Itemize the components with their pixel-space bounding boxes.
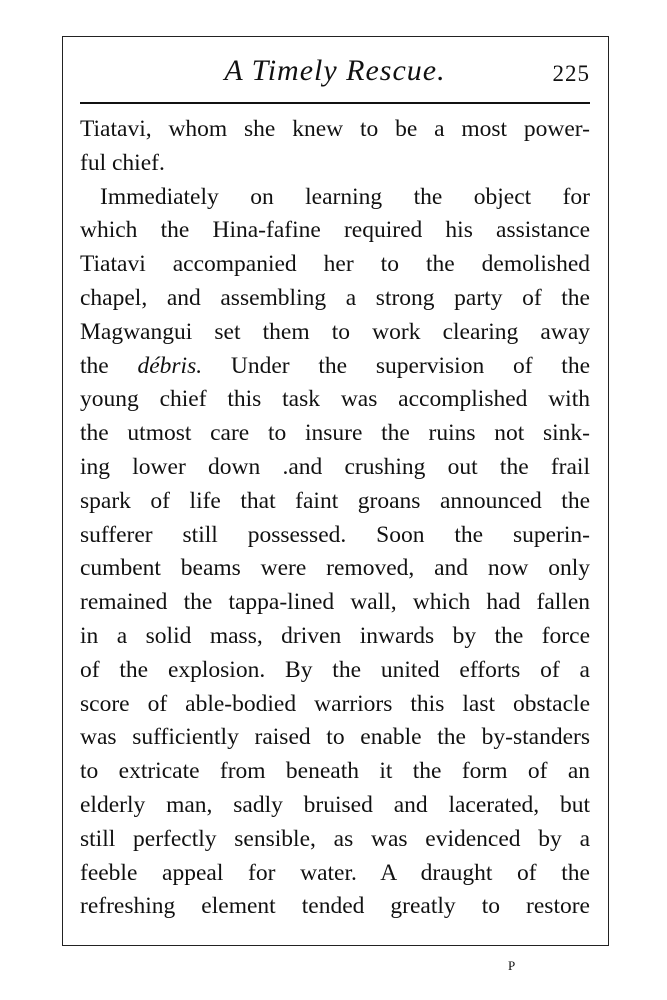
text-line: in a solid mass, driven inwards by the force <box>80 622 590 649</box>
text-line: ful chief. <box>80 149 165 176</box>
chapter-title: A Timely Rescue. <box>224 54 446 87</box>
text-line: ing lower down .and crushing out the frail <box>80 453 590 480</box>
text-line: which the Hina-fafine required his assistance <box>80 217 590 244</box>
text-line: spark of life that faint groans announced the <box>80 487 590 514</box>
text-line: to extricate from beneath it the form of an <box>80 758 590 785</box>
text-line: refreshing element tended greatly to restore <box>80 893 590 920</box>
page-number: 225 <box>552 61 590 86</box>
text-line <box>80 350 590 384</box>
text-line: feeble appeal for water. A draught of the <box>80 859 590 886</box>
text-line: still perfectly sensible, as was evidenced by a <box>80 825 590 852</box>
text-line: chapel, and assembling a strong party of the <box>80 284 590 311</box>
signature-mark: P <box>508 958 517 973</box>
body-text <box>80 113 590 924</box>
text-line: of the explosion. By the united efforts of a <box>80 656 590 683</box>
running-head <box>80 48 590 104</box>
text-line: score of able-bodied warriors this last obstacle <box>80 690 590 717</box>
italic-word: débris. <box>137 352 203 379</box>
line-segment: the <box>80 352 109 379</box>
text-line: sufferer still possessed. Soon the superin- <box>80 521 590 548</box>
line-segment: Under the supervision of the <box>230 352 591 379</box>
text-line: Magwangui set them to work clearing away <box>80 318 590 345</box>
text-line: elderly man, sadly bruised and lacerated, but <box>80 791 590 818</box>
text-line: remained the tappa-lined wall, which had fallen <box>80 589 590 616</box>
text-line: Immediately on learning the object for <box>100 183 590 210</box>
text-line: Tiatavi, whom she knew to be a most power- <box>80 116 590 142</box>
text-line: young chief this task was accomplished with <box>80 386 590 413</box>
text-line: cumbent beams were removed, and now only <box>80 555 590 582</box>
text-line: was sufficiently raised to enable the by-standers <box>80 724 590 751</box>
text-line: Tiatavi accompanied her to the demolished <box>80 251 590 278</box>
text-line: the utmost care to insure the ruins not sink- <box>80 420 590 447</box>
